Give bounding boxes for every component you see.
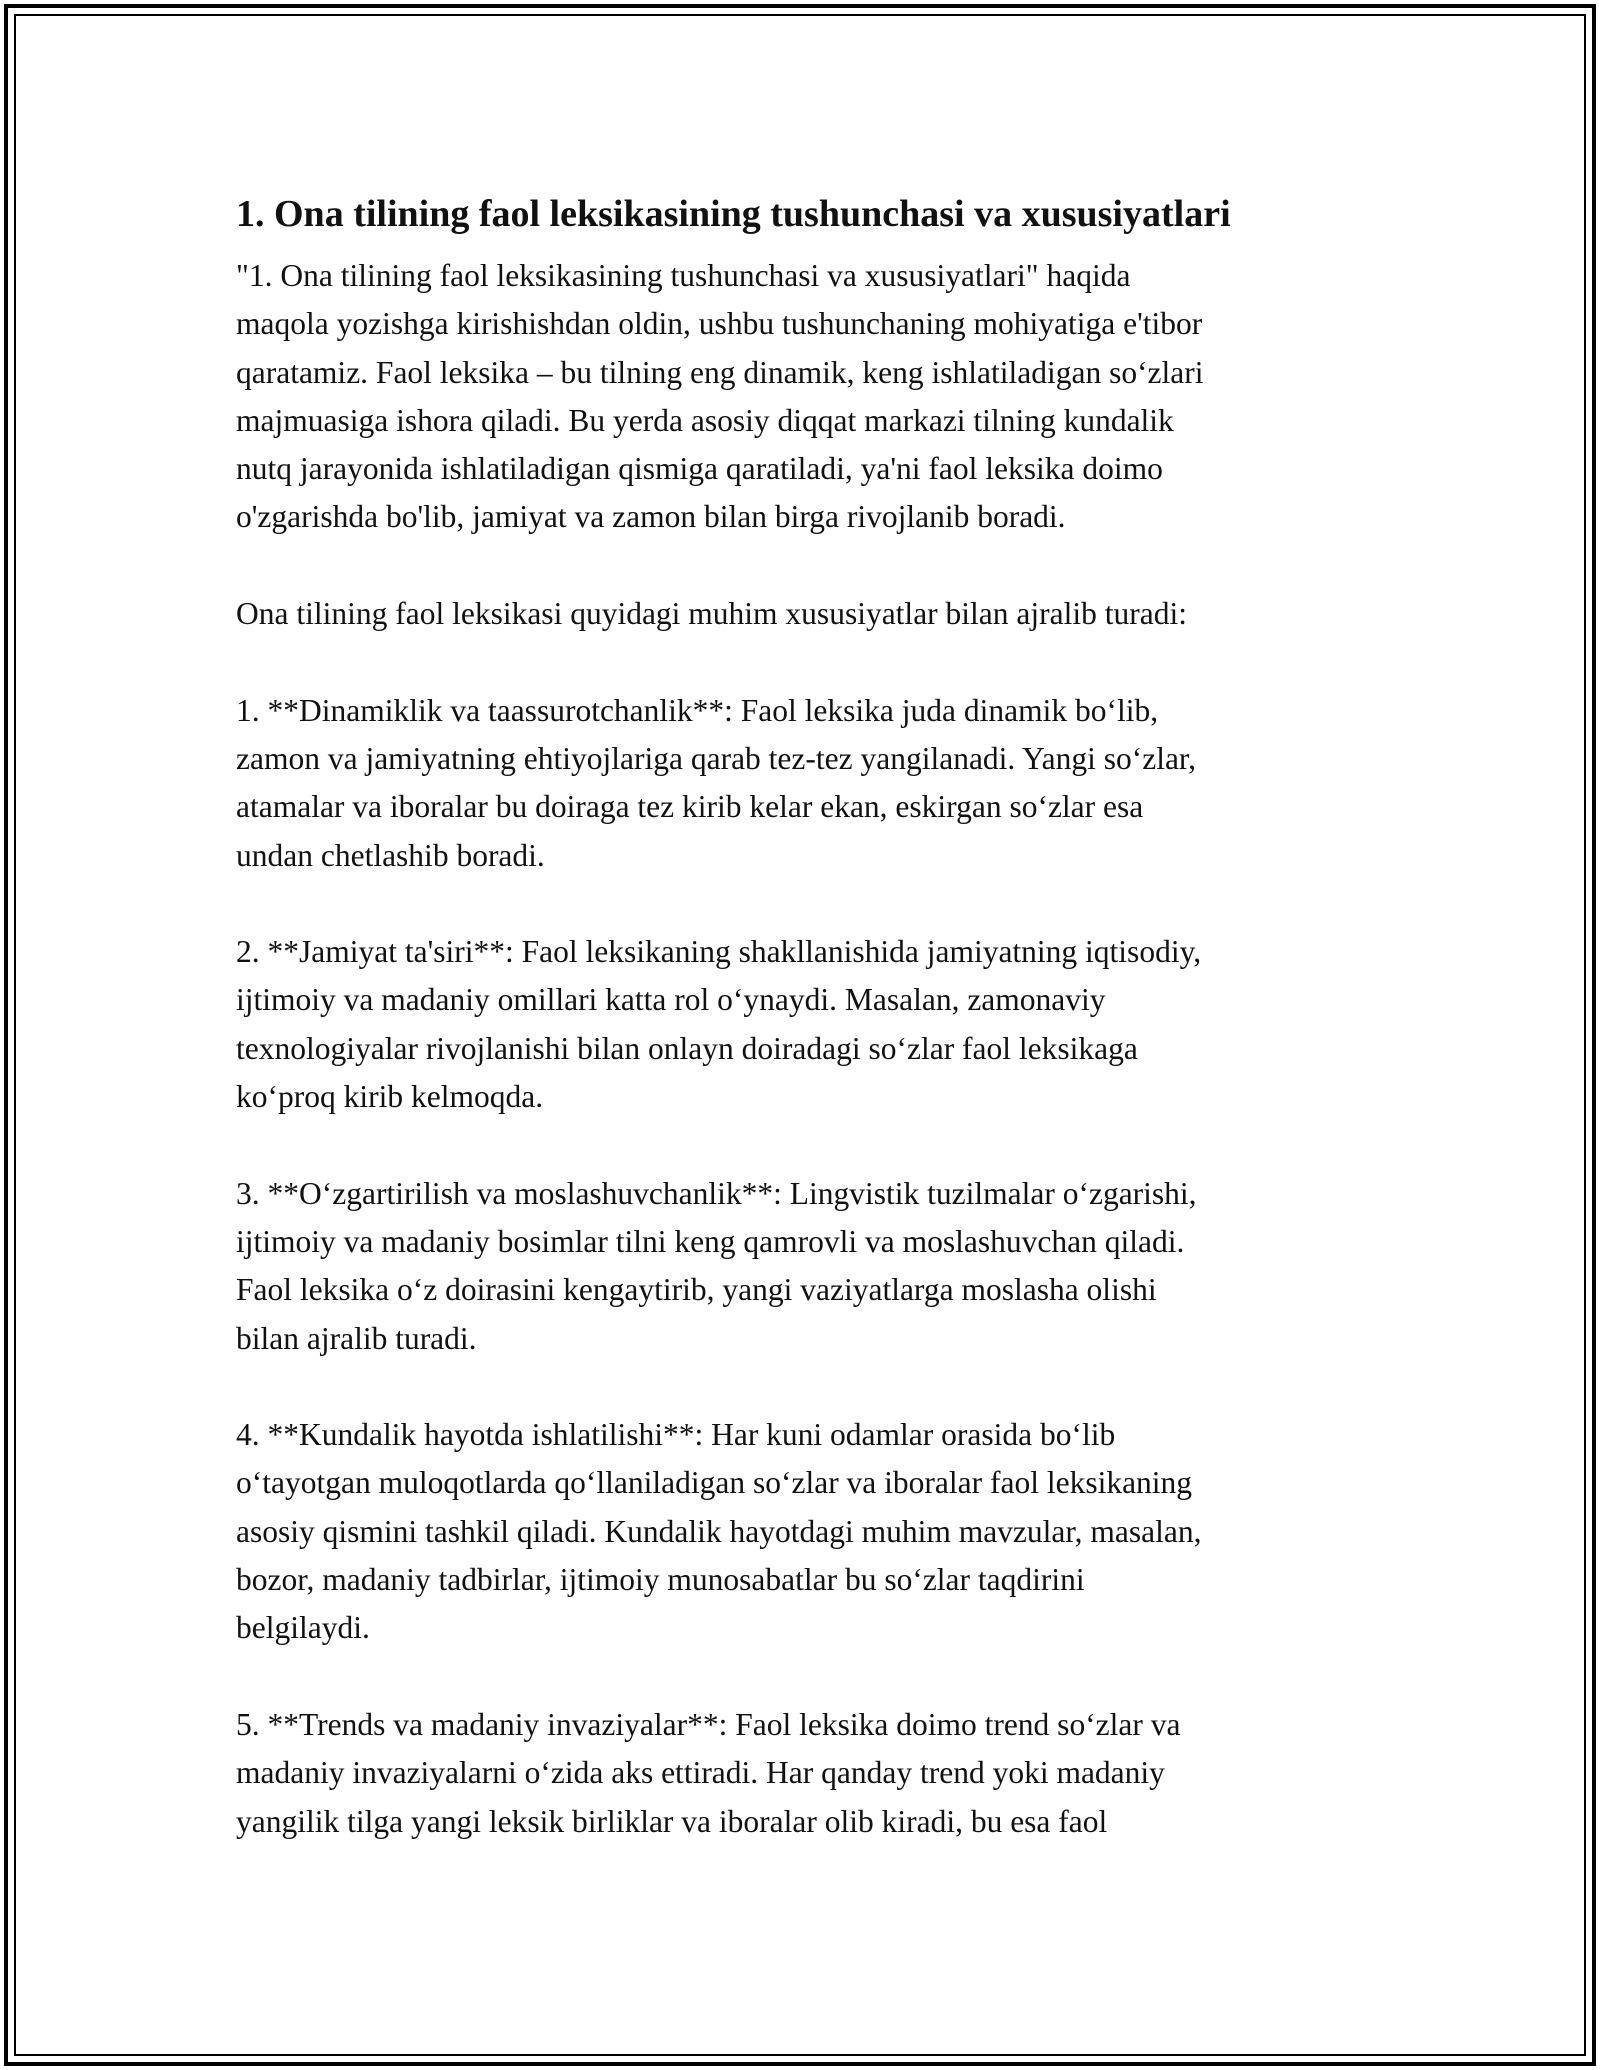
text-line: o‘tayotgan muloqotlarda qo‘llaniladigan so‘zlar va iboralar faol leksikaning (236, 1465, 1193, 1501)
text-line: ijtimoiy va madaniy omillari katta rol o‘ynaydi. Masalan, zamonaviy (236, 982, 1106, 1018)
text-line: Ona tilining faol leksikasi quyidagi muhim xususiyatlar bilan ajralib turadi: (236, 596, 1187, 632)
paragraph-item-3 (236, 1170, 1376, 1363)
paragraph-intro (236, 252, 1376, 542)
text-line: 4. **Kundalik hayotda ishlatilishi**: Har kuni odamlar orasida bo‘lib (236, 1417, 1116, 1453)
paragraph-item-5 (236, 1701, 1376, 1846)
document-content (236, 186, 1376, 1894)
text-line: o'zgarishda bo'lib, jamiyat va zamon bilan birga rivojlanib boradi. (236, 499, 1066, 535)
text-line: majmuasiga ishora qiladi. Bu yerda asosiy diqqat markazi tilning kundalik (236, 402, 1174, 438)
text-line: nutq jarayonida ishlatiladigan qismiga qaratiladi, ya'ni faol leksika doimo (236, 451, 1163, 487)
text-line: madaniy invaziyalarni o‘zida aks ettiradi. Har qanday trend yoki madaniy (236, 1755, 1165, 1791)
document-title: 1. Ona tilining faol leksikasining tushunchasi va xususiyatlari (236, 193, 1231, 235)
text-line: belgilaydi. (236, 1610, 370, 1646)
text-line: qaratamiz. Faol leksika – bu tilning eng dinamik, keng ishlatiladigan so‘zlari (236, 354, 1204, 390)
text-line: bilan ajralib turadi. (236, 1320, 477, 1356)
text-line: yangilik tilga yangi leksik birliklar va iboralar olib kiradi, bu esa faol (236, 1803, 1108, 1839)
text-line: atamalar va iboralar bu doiraga tez kirib kelar ekan, eskirgan so‘zlar esa (236, 789, 1144, 825)
text-line: texnologiyalar rivojlanishi bilan onlayn doiradagi so‘zlar faol leksikaga (236, 1030, 1138, 1066)
text-line: 5. **Trends va madaniy invaziyalar**: Faol leksika doimo trend so‘zlar va (236, 1706, 1181, 1742)
text-line: bozor, madaniy tadbirlar, ijtimoiy munosabatlar bu so‘zlar taqdirini (236, 1562, 1085, 1598)
text-line: 3. **O‘zgartirilish va moslashuvchanlik**: Lingvistik tuzilmalar o‘zgarishi, (236, 1175, 1197, 1211)
paragraph-item-4 (236, 1411, 1376, 1652)
paragraph-item-2 (236, 928, 1376, 1121)
paragraph-lead-in (236, 590, 1376, 638)
text-line: asosiy qismini tashkil qiladi. Kundalik hayotdagi muhim mavzular, masalan, (236, 1513, 1202, 1549)
text-line: 1. **Dinamiklik va taassurotchanlik**: Faol leksika juda dinamik bo‘lib, (236, 692, 1159, 728)
text-line: 2. **Jamiyat ta'siri**: Faol leksikaning shakllanishida jamiyatning iqtisodiy, (236, 934, 1202, 970)
text-line: ijtimoiy va madaniy bosimlar tilni keng qamrovli va moslashuvchan qiladi. (236, 1223, 1185, 1259)
text-line: zamon va jamiyatning ehtiyojlariga qarab tez-tez yangilanadi. Yangi so‘zlar, (236, 740, 1197, 776)
text-line: undan chetlashib boradi. (236, 837, 545, 873)
paragraph-item-1 (236, 687, 1376, 880)
text-line: Faol leksika o‘z doirasini kengaytirib, yangi vaziyatlarga moslasha olishi (236, 1272, 1157, 1308)
text-line: maqola yozishga kirishishdan oldin, ushbu tushunchaning mohiyatiga e'tibor (236, 306, 1203, 342)
text-line: ko‘proq kirib kelmoqda. (236, 1079, 544, 1115)
text-line: "1. Ona tilining faol leksikasining tushunchasi va xususiyatlari" haqida (236, 258, 1131, 293)
